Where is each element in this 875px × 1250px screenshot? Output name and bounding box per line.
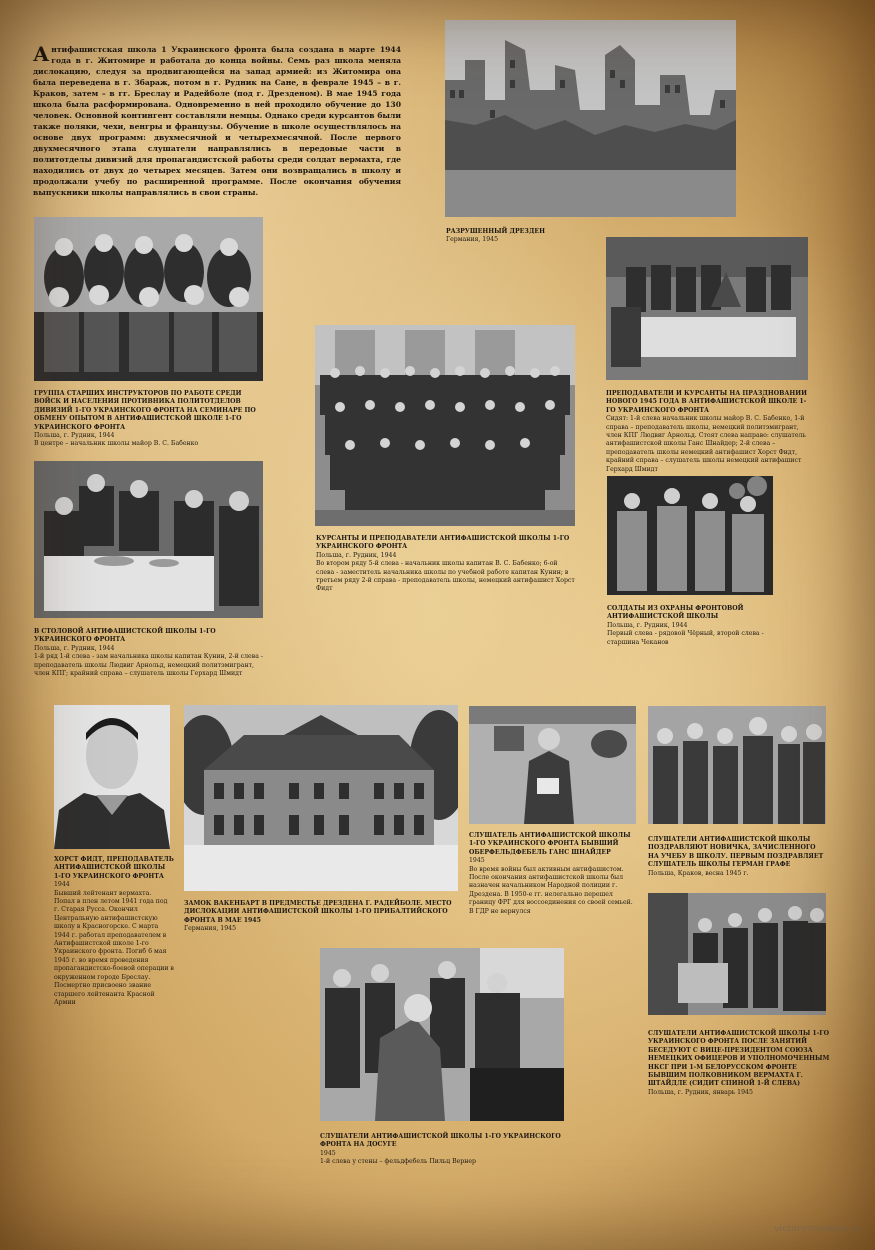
caption-place: Польша, г. Рудник, 1944 <box>34 644 115 652</box>
caption-leisure-piano <box>320 1133 570 1167</box>
caption-desc: Бывший лейтенант вермахта. Попал в плен летом 1941 года под г. Старая Русса. Окончил Центральную антифашистскую школу в Красногорске. С марта 1944 г. работал преподавателем в Антифашистской школе 1-го Украинского фронта. Погиб 6 мая 1945 г. во время проведения пропагандистско-боевой операции в окруженном городе Бреслау. Посмертно присвоено звание старшего лейтенанта Красной Армии <box>54 889 174 1006</box>
caption-canteen <box>34 628 266 678</box>
caption-title: СЛУШАТЕЛИ АНТИФАШИСТСКОЙ ШКОЛЫ ПОЗДРАВЛЯЮТ НОВИЧКА, ЗАЧИСЛЕННОГО НА УЧЕБУ В ШКОЛУ. ПЕРВЫМ ПОЗДРАВЛЯЕТ СЛУШАТЕЛЬ ШКОЛЫ ГЕРМАН ГРАФЕ <box>648 836 824 869</box>
caption-title: КУРСАНТЫ И ПРЕПОДАВАТЕЛИ АНТИФАШИСТСКОЙ ШКОЛЫ 1-ГО УКРАИНСКОГО ФРОНТА <box>316 535 570 551</box>
photo-cadets-and-teachers <box>315 325 575 526</box>
caption-title: СЛУШАТЕЛИ АНТИФАШИСТСКОЙ ШКОЛЫ 1-ГО УКРАИНСКОГО ФРОНТА НА ДОСУГЕ <box>320 1133 561 1149</box>
caption-place: Польша, г. Рудник, 1944 <box>316 551 397 559</box>
caption-place: Германия, 1945 <box>446 236 499 244</box>
caption-cadets-and-teachers <box>316 535 576 594</box>
caption-place: Польша, г. Рудник, 1944 <box>34 432 115 440</box>
caption-desc: В центре – начальник школы майор В. С. Бабенко <box>34 440 199 448</box>
photo-leisure-piano <box>320 948 564 1121</box>
caption-guard-soldiers <box>607 605 777 647</box>
caption-desc: Сидят: 1-й слева начальник школы майор В. С. Бабенко, 1-й справа – преподаватель школы, немецкий политэмигрант, член КПГ Людвиг Арнольд. Стоят слева направо: слушатель антифашистской школы Ганс Шнайдер; 2-й слева – преподаватель школы немецкий антифашист Хорст Фидт, крайний справа – слушатель школы немецкий антифашист Герхард Шмидт <box>606 415 806 473</box>
photo-new-year-celebration <box>606 237 808 380</box>
intro-paragraph <box>33 44 401 198</box>
caption-title: ПРЕПОДАВАТЕЛИ И КУРСАНТЫ НА ПРАЗДНОВАНИИ НОВОГО 1945 ГОДА В АНТИФАШИСТСКОЙ ШКОЛЕ 1-ГО УКРАИНСКОГО ФРОНТА <box>606 390 807 414</box>
caption-title: РАЗРУШЕННЫЙ ДРЕЗДЕН <box>446 228 545 235</box>
caption-desc: 1-й ряд 1-й слева - зам начальника школы капитан Кунин, 2-й слева - преподаватель школы Людвиг Арнольд, немецкий политэмигрант, член КПГ; крайний справа – слушатель школы Герхард Шмидт <box>34 653 263 678</box>
intro-initial: А <box>33 42 50 66</box>
photo-greeting-newcomer <box>648 706 826 824</box>
photo-canteen <box>34 461 263 618</box>
caption-title: СЛУШАТЕЛЬ АНТИФАШИСТСКОЙ ШКОЛЫ 1-ГО УКРАИНСКОГО ФРОНТА БЫВШИЙ ОБЕРФЕЛЬДФЕБЕЛЬ ГАНС ШНАЙДЕР <box>469 832 631 856</box>
caption-desc: Во время войны был активным антифашистом. После окончания антифашистской школы был назначен начальником Народной полиции г. Дрездена. В 1950-е гг. нелегально перешел границу ФРГ для воссоединения со своей семьей. В ГДР не вернулся <box>469 865 633 915</box>
caption-title: ЗАМОК ВАКЕНБАРТ В ПРЕДМЕСТЬЕ ДРЕЗДЕНА Г. РАДЕЙБОЛЕ. МЕСТО ДИСЛОКАЦИИ АНТИФАШИСТСКОЙ ШКОЛЫ 1-ГО ПРИБАЛТИЙСКОГО ФРОНТА В МАЕ 1945 <box>184 900 452 924</box>
photo-wackerbarth-castle <box>184 705 458 891</box>
photo-destroyed-dresden <box>445 20 736 217</box>
caption-place: 1945 <box>320 1149 336 1157</box>
caption-new-year-celebration <box>606 390 811 474</box>
caption-title: СОЛДАТЫ ИЗ ОХРАНЫ ФРОНТОВОЙ АНТИФАШИСТСКОЙ ШКОЛЫ <box>607 605 744 621</box>
caption-hans-schneider <box>469 832 639 916</box>
caption-desc: Первый слева - рядовой Чёрный, второй слева - старшина Чеканов <box>607 630 764 646</box>
caption-greeting-newcomer <box>648 836 828 878</box>
caption-horst-fidt <box>54 856 174 1007</box>
caption-wackerbarth-castle <box>184 900 460 934</box>
caption-desc: Во втором ряду 5-й слева - начальник школы капитан В. С. Бабенко; 6-ой слева - заместитель начальника школы по учебной работе капитан Кунин; в третьем ряду 2-й справа - преподаватель школы, немецкий антифашист Хорст Фидт <box>316 560 575 593</box>
photo-horst-fidt-portrait <box>54 705 170 849</box>
photo-guard-soldiers <box>607 476 773 595</box>
intro-text: нтифашистская школа 1 Украинского фронта была создана в марте 1944 года в г. Житомире и работала до конца войны. Семь раз школа меняла дислокацию, следуя за продвигающейся на запад армией: из Житомира она была переведена в г. Збараж, потом в г. Рудник на Сане, в феврале 1945 – в г. Краков, затем – в гг. Бреслау и Радейболе (под г. Дрезденом). В мае 1945 года школа была расформирована. Одновременно в ней проходило обучение до 130 человек. Основной контингент составляли немцы. Однако среди курсантов были также поляки, чехи, венгры и французы. Обучение в школе осуществлялось на основе двух программ: двухмесячной и четырехмесячной. После первого двухмесячного этапа слушатели направлялись в передовые части в политотделы дивизий для пропагандистской работы среди солдат вермахта, где находились от двух до четырех месяцев. Затем они возвращались в школу и продолжали учебу по расширенной программе. После окончания обучения выпускники школы направлялись в свои страны. <box>33 45 401 197</box>
photo-senior-instructors <box>34 217 263 381</box>
caption-place: Германия, 1945 <box>184 925 237 933</box>
caption-place: 1945 <box>469 857 485 865</box>
caption-place: Польша, г. Рудник, январь 1945 <box>648 1088 753 1096</box>
caption-desc: 1-й слева у стены – фельдфебель Пильц Вернер <box>320 1158 477 1166</box>
caption-meeting-steidle <box>648 1030 834 1097</box>
photo-hans-schneider <box>469 706 636 824</box>
caption-place: 1944 <box>54 881 70 889</box>
source-credit: victorymuseum.ru <box>773 1224 861 1234</box>
caption-senior-instructors <box>34 390 266 449</box>
caption-title: ГРУППА СТАРШИХ ИНСТРУКТОРОВ ПО РАБОТЕ СРЕДИ ВОЙСК И НАСЕЛЕНИЯ ПРОТИВНИКА ПОЛИТОТДЕЛОВ ДИВИЗИЙ 1-ГО УКРАИНСКОГО ФРОНТА НА СЕМИНАРЕ ПО ОБМЕНУ ОПЫТОМ В АНТИФАШИСТСКОЙ ШКОЛЕ 1-ГО УКРАИНСКОГО ФРОНТА <box>34 390 256 431</box>
caption-title: В СТОЛОВОЙ АНТИФАШИСТСКОЙ ШКОЛЫ 1-ГО УКРАИНСКОГО ФРОНТА <box>34 628 216 644</box>
caption-title: ХОРСТ ФИДТ, ПРЕПОДАВАТЕЛЬ АНТИФАШИСТСКОЙ ШКОЛЫ 1-ГО УКРАИНСКОГО ФРОНТА <box>54 856 174 880</box>
caption-title: СЛУШАТЕЛИ АНТИФАШИСТСКОЙ ШКОЛЫ 1-ГО УКРАИНСКОГО ФРОНТА ПОСЛЕ ЗАНЯТИЙ БЕСЕДУЮТ С ВИЦЕ-ПРЕЗИДЕНТОМ СОЮЗА НЕМЕЦКИХ ОФИЦЕРОВ И УПОЛНОМОЧЕННЫМ НКСГ ПРИ 1-М БЕЛОРУССКОМ ФРОНТЕ БЫВШИМ ПОЛКОВНИКОМ ВЕРМАХТА Г. ШТАЙДЛЕ (СИДИТ СПИНОЙ 1-Й СЛЕВА) <box>648 1030 830 1088</box>
photo-meeting-steidle <box>648 893 826 1015</box>
caption-place: Польша, г. Рудник, 1944 <box>607 621 688 629</box>
caption-place: Польша, Краков, весна 1945 г. <box>648 869 749 877</box>
